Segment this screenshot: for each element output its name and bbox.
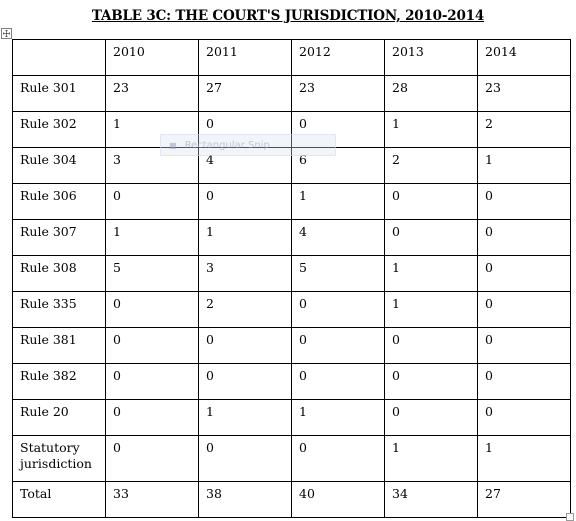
row-label-cell: Total xyxy=(13,482,106,518)
table-cell: 1 xyxy=(385,436,478,482)
table-cell: 4 xyxy=(292,220,385,256)
table-corner-cell xyxy=(13,40,106,76)
table-cell: 0 xyxy=(478,364,571,400)
table-cell: 0 xyxy=(106,292,199,328)
table-cell: 1 xyxy=(106,220,199,256)
page-title: TABLE 3C: THE COURT'S JURISDICTION, 2010-2014 xyxy=(91,8,485,24)
table-cell: 38 xyxy=(199,482,292,518)
table-cell: 5 xyxy=(106,256,199,292)
table-cell: 0 xyxy=(106,328,199,364)
table-cell: 0 xyxy=(478,400,571,436)
row-label-cell: Rule 306 xyxy=(13,184,106,220)
table-cell: 0 xyxy=(106,400,199,436)
table-cell: 0 xyxy=(385,400,478,436)
table-cell: 0 xyxy=(385,184,478,220)
table-row xyxy=(13,76,571,112)
table-cell: 3 xyxy=(199,256,292,292)
table-row xyxy=(13,328,571,364)
table-cell: 3 xyxy=(106,148,199,184)
table-cell: 0 xyxy=(292,112,385,148)
table-cell: 6 xyxy=(292,148,385,184)
row-label-cell: Rule 307 xyxy=(13,220,106,256)
table-row xyxy=(13,400,571,436)
table-cell: 27 xyxy=(478,482,571,518)
column-header: 2011 xyxy=(199,40,292,76)
jurisdiction-table xyxy=(12,39,571,518)
snip-overlay xyxy=(160,134,336,156)
table-cell: 0 xyxy=(199,328,292,364)
row-label-cell: Rule 301 xyxy=(13,76,106,112)
table-cell: 0 xyxy=(106,184,199,220)
total-row xyxy=(13,482,571,518)
table-row xyxy=(13,436,571,482)
table-cell: 0 xyxy=(478,184,571,220)
table-cell: 2 xyxy=(478,112,571,148)
row-label-cell: Rule 304 xyxy=(13,148,106,184)
table-cell: 0 xyxy=(292,292,385,328)
row-label-cell: Rule 382 xyxy=(13,364,106,400)
table-cell: 1 xyxy=(199,220,292,256)
table-cell: 40 xyxy=(292,482,385,518)
table-cell: 0 xyxy=(478,220,571,256)
row-label-cell: Rule 335 xyxy=(13,292,106,328)
table-cell: 1 xyxy=(106,112,199,148)
table-cell: 1 xyxy=(292,184,385,220)
table-cell: 0 xyxy=(199,184,292,220)
snip-overlay-label: Rectangular Snip xyxy=(184,139,270,151)
row-label-cell: Statutory jurisdiction xyxy=(13,436,106,482)
table-row xyxy=(13,364,571,400)
row-label-cell: Rule 302 xyxy=(13,112,106,148)
table-cell: 0 xyxy=(199,112,292,148)
table-cell: 5 xyxy=(292,256,385,292)
table-cell: 1 xyxy=(385,112,478,148)
table-cell: 0 xyxy=(385,220,478,256)
table-cell: 0 xyxy=(106,436,199,482)
table-cell: 1 xyxy=(478,436,571,482)
column-header: 2013 xyxy=(385,40,478,76)
table-cell: 0 xyxy=(385,364,478,400)
table-cell: 33 xyxy=(106,482,199,518)
column-header: 2014 xyxy=(478,40,571,76)
table-cell: 2 xyxy=(199,292,292,328)
table-row xyxy=(13,184,571,220)
table-cell: 2 xyxy=(385,148,478,184)
table-cell: 1 xyxy=(478,148,571,184)
table-cell: 0 xyxy=(106,364,199,400)
table-cell: 0 xyxy=(292,364,385,400)
column-header: 2012 xyxy=(292,40,385,76)
snip-icon: ■ xyxy=(169,140,177,150)
table-cell: 4 xyxy=(199,148,292,184)
table-header-row xyxy=(13,40,571,76)
table-cell: 23 xyxy=(106,76,199,112)
column-header: 2010 xyxy=(106,40,199,76)
row-label-cell: Rule 381 xyxy=(13,328,106,364)
row-label-cell: Rule 20 xyxy=(13,400,106,436)
table-cell: 1 xyxy=(292,400,385,436)
table-row xyxy=(13,256,571,292)
table-cell: 27 xyxy=(199,76,292,112)
table-cell: 0 xyxy=(199,436,292,482)
table-cell: 23 xyxy=(478,76,571,112)
table-row xyxy=(13,220,571,256)
table-cell: 23 xyxy=(292,76,385,112)
table-cell: 0 xyxy=(385,328,478,364)
resize-handle-icon[interactable] xyxy=(566,513,574,521)
table-cell: 0 xyxy=(199,364,292,400)
row-label-cell: Rule 308 xyxy=(13,256,106,292)
table-cell: 0 xyxy=(478,328,571,364)
table-cell: 1 xyxy=(385,292,478,328)
table-cell: 0 xyxy=(478,292,571,328)
table-cell: 28 xyxy=(385,76,478,112)
table-cell: 1 xyxy=(385,256,478,292)
table-cell: 1 xyxy=(199,400,292,436)
table-cell: 0 xyxy=(292,328,385,364)
table-row xyxy=(13,292,571,328)
table-cell: 0 xyxy=(478,256,571,292)
table-cell: 34 xyxy=(385,482,478,518)
move-arrows-icon[interactable] xyxy=(1,28,12,39)
table-cell: 0 xyxy=(292,436,385,482)
